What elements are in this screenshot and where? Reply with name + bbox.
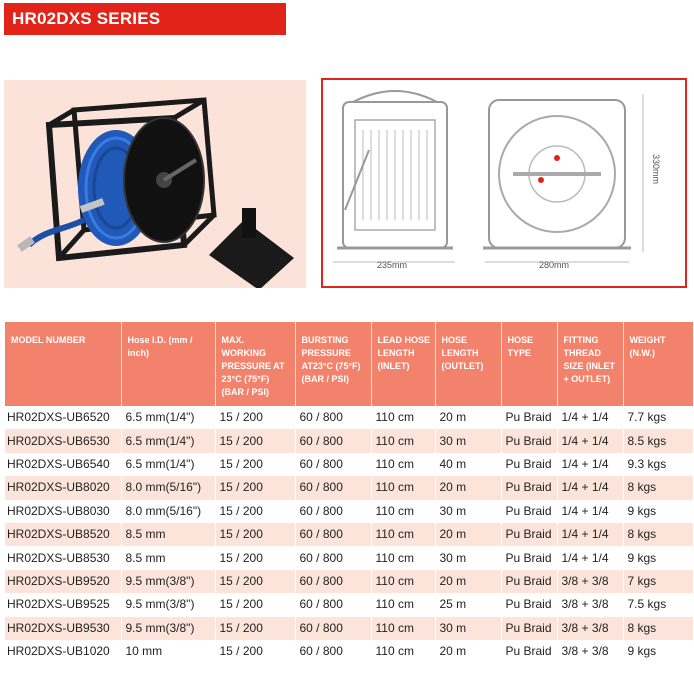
cell-bursting-pressure: 60 / 800 [295,546,371,569]
cell-lead-hose: 110 cm [371,523,435,546]
table-row [5,453,693,476]
cell-bursting-pressure: 60 / 800 [295,500,371,523]
cell-lead-hose: 110 cm [371,570,435,593]
cell-hose-length: 30 m [435,500,501,523]
cell-model: HR02DXS-UB8520 [5,523,121,546]
spec-table [5,322,694,663]
cell-weight: 7.7 kgs [623,406,693,429]
cell-hose-id: 9.5 mm(3/8") [121,570,215,593]
cell-bursting-pressure: 60 / 800 [295,640,371,663]
series-title: HR02DXS SERIES [4,3,286,35]
cell-model: HR02DXS-UB9530 [5,617,121,640]
cell-hose-id: 9.5 mm(3/8") [121,617,215,640]
cell-hose-id: 6.5 mm(1/4") [121,453,215,476]
cell-lead-hose: 110 cm [371,546,435,569]
cell-model: HR02DXS-UB8020 [5,476,121,499]
cell-working-pressure: 15 / 200 [215,640,295,663]
hose-reel-illustration [4,80,306,288]
cell-bursting-pressure: 60 / 800 [295,429,371,452]
cell-working-pressure: 15 / 200 [215,406,295,429]
table-row [5,640,693,663]
cell-hose-type: Pu Braid [501,593,557,616]
cell-working-pressure: 15 / 200 [215,453,295,476]
cell-hose-length: 20 m [435,523,501,546]
cell-working-pressure: 15 / 200 [215,500,295,523]
header-hose-id: Hose I.D. (mm / inch) [121,322,215,406]
cell-working-pressure: 15 / 200 [215,476,295,499]
height-dimension: 330mm [651,154,661,185]
technical-drawing [323,80,685,286]
cell-bursting-pressure: 60 / 800 [295,523,371,546]
cell-hose-id: 8.5 mm [121,546,215,569]
cell-lead-hose: 110 cm [371,617,435,640]
cell-working-pressure: 15 / 200 [215,617,295,640]
header-model: MODEL NUMBER [5,322,121,406]
cell-lead-hose: 110 cm [371,500,435,523]
cell-hose-type: Pu Braid [501,640,557,663]
cell-weight: 7.5 kgs [623,593,693,616]
cell-hose-type: Pu Braid [501,500,557,523]
cell-hose-length: 40 m [435,453,501,476]
cell-hose-id: 8.5 mm [121,523,215,546]
cell-fitting-thread: 1/4 + 1/4 [557,546,623,569]
header-bursting-pressure: BURSTING PRESSURE AT23°C (75°F) (BAR / PSI) [295,322,371,406]
table-row [5,523,693,546]
cell-bursting-pressure: 60 / 800 [295,476,371,499]
width-dimension: 235mm [377,260,408,270]
cell-weight: 8 kgs [623,617,693,640]
cell-hose-type: Pu Braid [501,406,557,429]
header-lead-hose: LEAD HOSE LENGTH (INLET) [371,322,435,406]
table-row [5,429,693,452]
table-row [5,570,693,593]
cell-fitting-thread: 1/4 + 1/4 [557,429,623,452]
cell-model: HR02DXS-UB9525 [5,593,121,616]
table-row [5,593,693,616]
cell-fitting-thread: 3/8 + 3/8 [557,593,623,616]
cell-model: HR02DXS-UB9520 [5,570,121,593]
cell-weight: 8 kgs [623,523,693,546]
cell-hose-length: 20 m [435,640,501,663]
header-hose-length: HOSE LENGTH (OUTLET) [435,322,501,406]
cell-hose-type: Pu Braid [501,429,557,452]
cell-lead-hose: 110 cm [371,453,435,476]
cell-hose-length: 20 m [435,476,501,499]
cell-model: HR02DXS-UB6540 [5,453,121,476]
table-row [5,617,693,640]
cell-weight: 8.5 kgs [623,429,693,452]
cell-working-pressure: 15 / 200 [215,570,295,593]
cell-hose-length: 20 m [435,406,501,429]
cell-model: HR02DXS-UB8030 [5,500,121,523]
cell-weight: 7 kgs [623,570,693,593]
cell-model: HR02DXS-UB8530 [5,546,121,569]
depth-dimension: 280mm [539,260,570,270]
table-row [5,546,693,569]
table-row [5,476,693,499]
cell-hose-type: Pu Braid [501,617,557,640]
cell-weight: 9 kgs [623,640,693,663]
header-working-pressure: MAX. WORKING PRESSURE AT 23°C (75°F) (BAR / PSI) [215,322,295,406]
cell-lead-hose: 110 cm [371,593,435,616]
table-header-row [5,322,693,406]
cell-hose-length: 30 m [435,546,501,569]
cell-weight: 9 kgs [623,546,693,569]
cell-fitting-thread: 3/8 + 3/8 [557,617,623,640]
table-row [5,500,693,523]
cell-working-pressure: 15 / 200 [215,523,295,546]
cell-lead-hose: 110 cm [371,640,435,663]
cell-hose-id: 9.5 mm(3/8") [121,593,215,616]
cell-fitting-thread: 1/4 + 1/4 [557,453,623,476]
cell-hose-type: Pu Braid [501,453,557,476]
cell-working-pressure: 15 / 200 [215,429,295,452]
cell-lead-hose: 110 cm [371,406,435,429]
cell-hose-id: 8.0 mm(5/16") [121,476,215,499]
cell-model: HR02DXS-UB6520 [5,406,121,429]
cell-hose-id: 10 mm [121,640,215,663]
cell-weight: 9.3 kgs [623,453,693,476]
cell-hose-type: Pu Braid [501,546,557,569]
cell-hose-length: 30 m [435,429,501,452]
cell-hose-id: 6.5 mm(1/4") [121,429,215,452]
dimension-drawing [321,78,687,288]
cell-hose-id: 6.5 mm(1/4") [121,406,215,429]
cell-fitting-thread: 1/4 + 1/4 [557,500,623,523]
cell-hose-length: 20 m [435,570,501,593]
table-row [5,406,693,429]
cell-model: HR02DXS-UB1020 [5,640,121,663]
cell-bursting-pressure: 60 / 800 [295,406,371,429]
cell-bursting-pressure: 60 / 800 [295,453,371,476]
cell-weight: 8 kgs [623,476,693,499]
cell-hose-length: 30 m [435,617,501,640]
cell-fitting-thread: 1/4 + 1/4 [557,406,623,429]
product-photo [4,80,306,288]
cell-fitting-thread: 3/8 + 3/8 [557,640,623,663]
cell-hose-type: Pu Braid [501,570,557,593]
cell-weight: 9 kgs [623,500,693,523]
cell-fitting-thread: 1/4 + 1/4 [557,476,623,499]
cell-fitting-thread: 3/8 + 3/8 [557,570,623,593]
cell-hose-type: Pu Braid [501,523,557,546]
cell-bursting-pressure: 60 / 800 [295,617,371,640]
header-fitting-thread: FITTING THREAD SIZE (INLET + OUTLET) [557,322,623,406]
cell-bursting-pressure: 60 / 800 [295,570,371,593]
cell-hose-type: Pu Braid [501,476,557,499]
header-weight: WEIGHT (N.W.) [623,322,693,406]
cell-lead-hose: 110 cm [371,429,435,452]
cell-working-pressure: 15 / 200 [215,546,295,569]
cell-working-pressure: 15 / 200 [215,593,295,616]
cell-hose-id: 8.0 mm(5/16") [121,500,215,523]
cell-bursting-pressure: 60 / 800 [295,593,371,616]
cell-hose-length: 25 m [435,593,501,616]
cell-lead-hose: 110 cm [371,476,435,499]
header-hose-type: HOSE TYPE [501,322,557,406]
cell-model: HR02DXS-UB6530 [5,429,121,452]
cell-fitting-thread: 1/4 + 1/4 [557,523,623,546]
